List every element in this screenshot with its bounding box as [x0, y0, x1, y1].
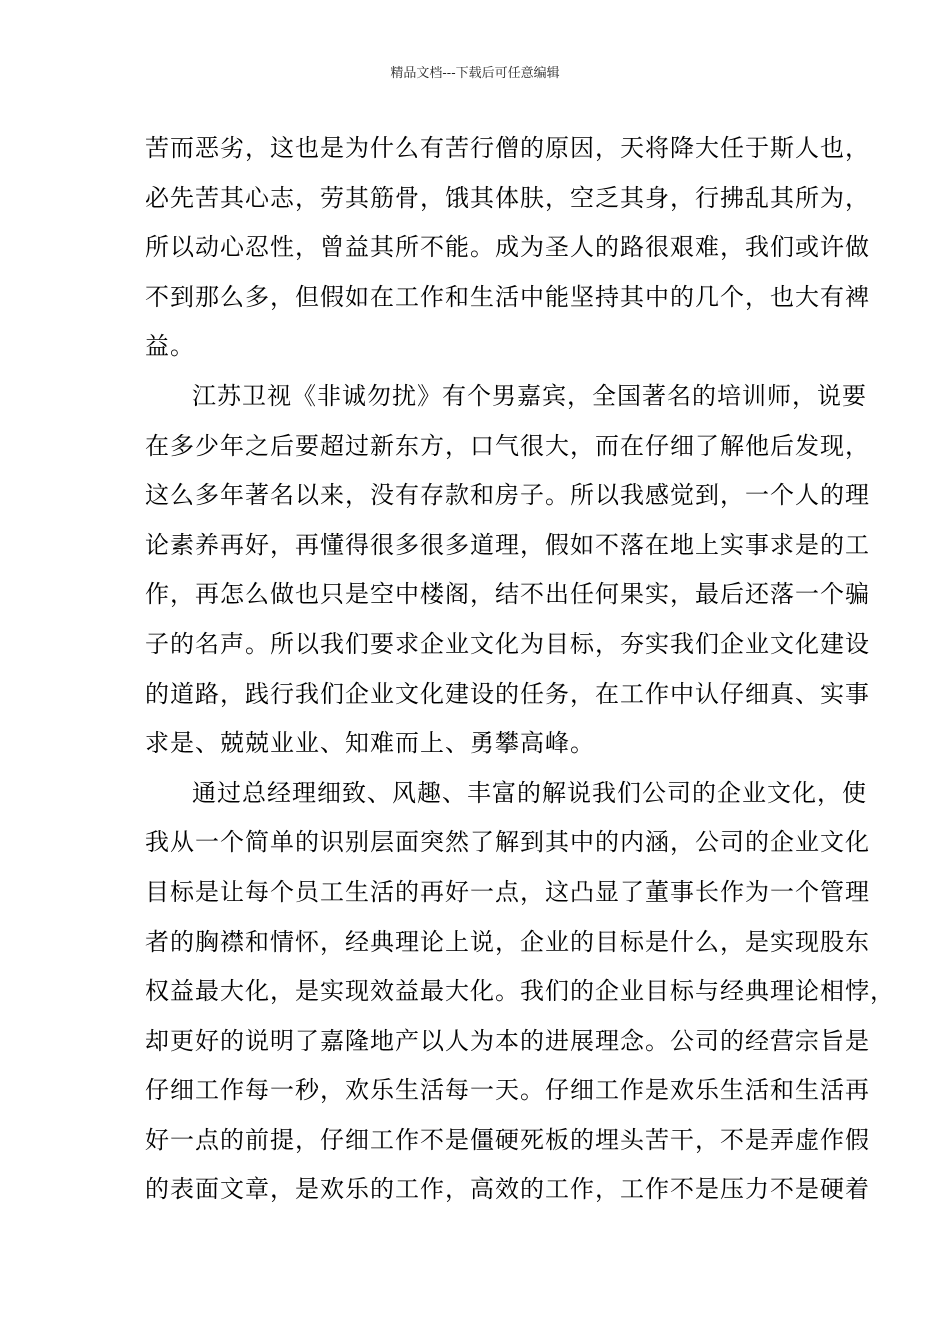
text-line: 论素养再好，再懂得很多很多道理，假如不落在地上实事求是的工 — [145, 530, 870, 559]
text-line: 苦而恶劣，这也是为什么有苦行僧的原因，天将降大任于斯人也， — [145, 134, 870, 162]
text-line: 仔细工作每一秒，欢乐生活每一天。仔细工作是欢乐生活和生活再 — [145, 1076, 870, 1105]
text-line: 江苏卫视《非诚勿扰》有个男嘉宾，全国著名的培训师，说要 — [192, 381, 867, 410]
paragraph-1 — [145, 124, 870, 372]
text-line: 作，再怎么做也只是空中楼阁，结不出任何果实，最后还落一个骗 — [145, 580, 870, 609]
text-line: 子的名声。所以我们要求企业文化为目标，夯实我们企业文化建设 — [145, 629, 870, 658]
text-line: 所以动心忍性，曾益其所不能。成为圣人的路很艰难，我们或许做 — [145, 233, 870, 262]
text-line: 在多少年之后要超过新东方，口气很大，而在仔细了解他后发现， — [145, 431, 870, 460]
text-line: 却更好的说明了嘉隆地产以人为本的进展理念。公司的经营宗旨是 — [145, 1026, 870, 1055]
text-line: 通过总经理细致、风趣、丰富的解说我们公司的企业文化，使 — [192, 778, 867, 807]
text-line: 不到那么多，但假如在工作和生活中能坚持其中的几个，也大有裨 — [145, 282, 870, 311]
text-line: 益。 — [145, 332, 195, 361]
page-header: 精品文档---下载后可任意编辑 — [390, 66, 560, 81]
text-line: 这么多年著名以来，没有存款和房子。所以我感觉到，一个人的理 — [145, 481, 870, 510]
text-line: 权益最大化，是实现效益最大化。我们的企业目标与经典理论相悖， — [145, 977, 895, 1006]
text-line: 者的胸襟和情怀，经典理论上说，企业的目标是什么，是实现股东 — [145, 927, 870, 956]
paragraph-2 — [145, 372, 870, 769]
text-line: 求是、兢兢业业、知难而上、勇攀高峰。 — [145, 729, 595, 758]
text-line: 我从一个简单的识别层面突然了解到其中的内涵，公司的企业文化 — [145, 828, 870, 857]
paragraph-3 — [145, 769, 895, 1215]
text-line: 的道路，践行我们企业文化建设的任务，在工作中认仔细真、实事 — [145, 679, 870, 708]
text-line: 的表面文章，是欢乐的工作，高效的工作，工作不是压力不是硬着 — [145, 1175, 870, 1204]
text-line: 必先苦其心志，劳其筋骨，饿其体肤，空乏其身，行拂乱其所为， — [145, 183, 870, 212]
text-line: 目标是让每个员工生活的再好一点，这凸显了董事长作为一个管理 — [145, 877, 870, 906]
text-line: 好一点的前提，仔细工作不是僵硬死板的埋头苦干，不是弄虚作假 — [145, 1125, 870, 1154]
document-body — [145, 124, 895, 1215]
